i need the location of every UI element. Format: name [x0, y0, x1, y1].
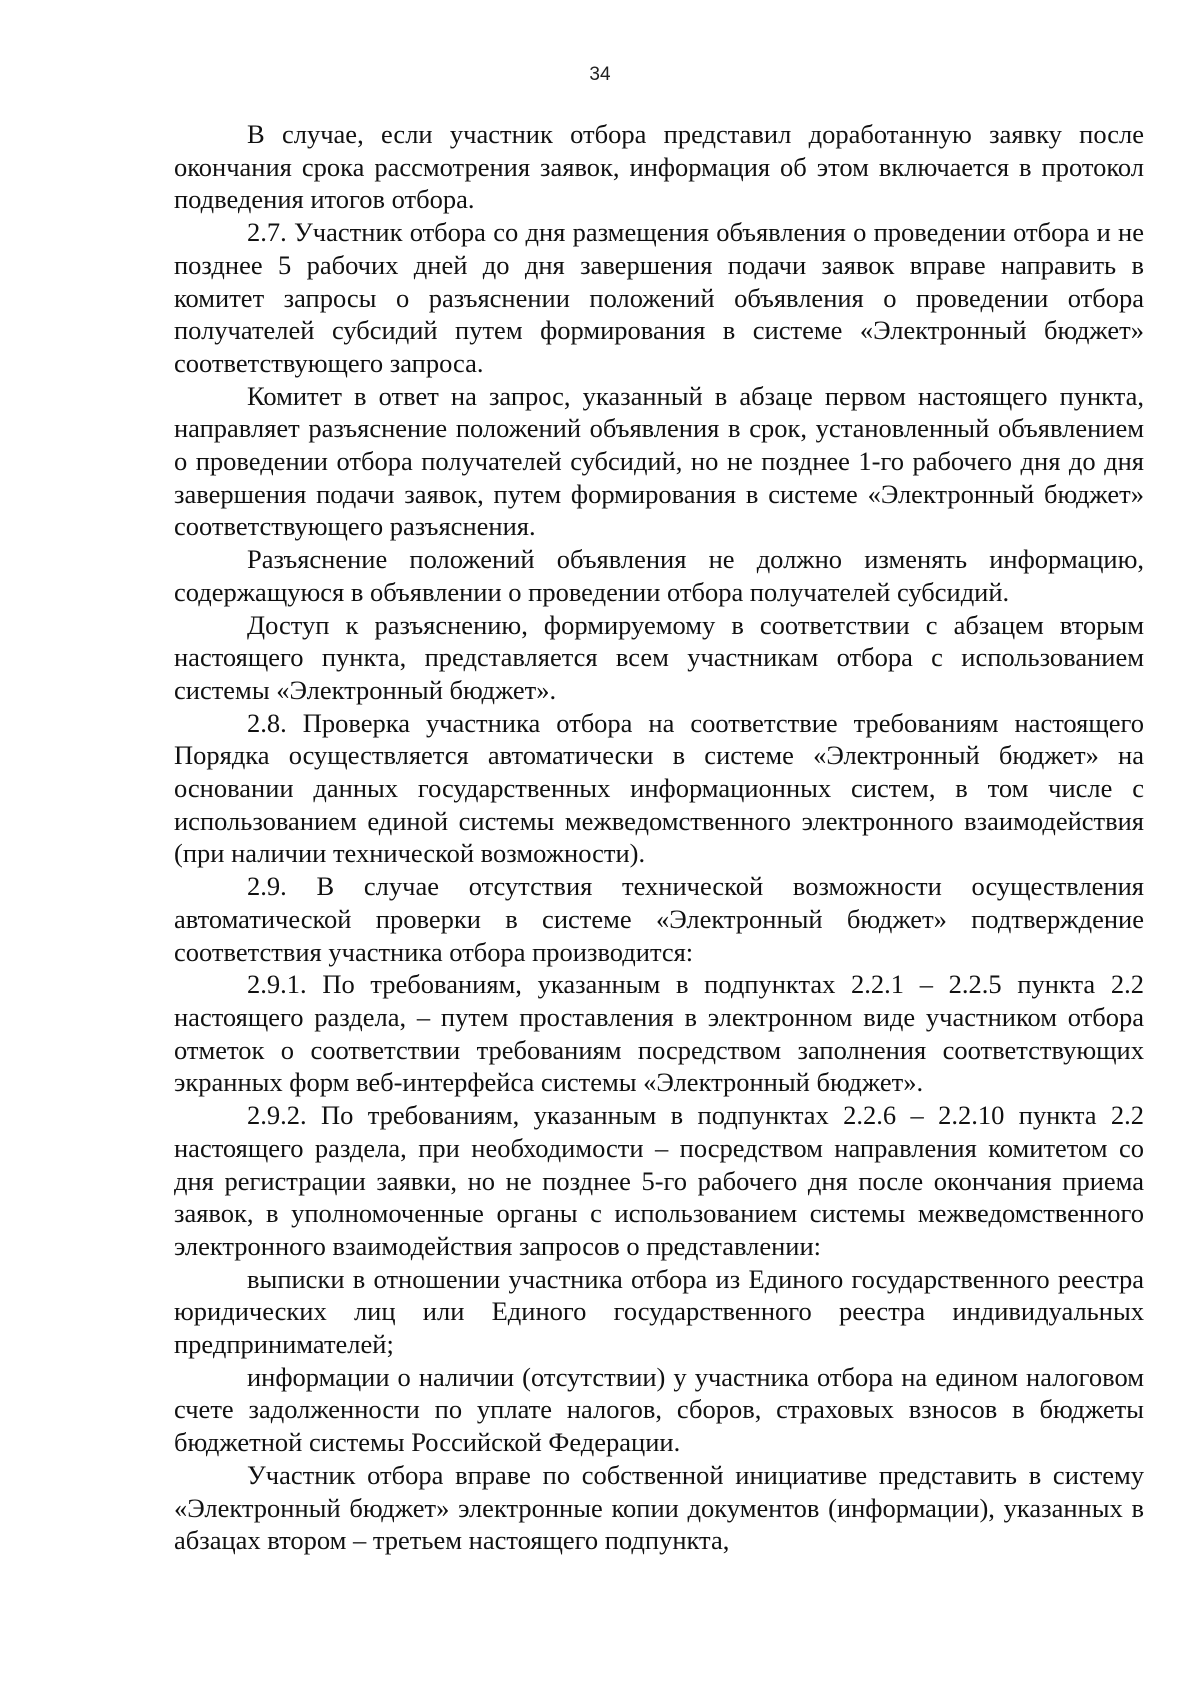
paragraph-2-9-2: 2.9.2. По требованиям, указанным в подпунктах 2.2.6 – 2.2.10 пункта 2.2 настоящего раздела, при необходимости – посредством направления комитетом со дня регистрации заявки, но не позднее 5-го рабочего дня после окончания приема заявок, в уполномоченные органы с использованием системы межведомственного электронного взаимодействия запросов о представлении: [174, 1100, 1144, 1261]
paragraph-register-extract: выписки в отношении участника отбора из Единого государственного реестра юридических лиц или Единого государственного реестра индивидуальных предпринимателей; [174, 1263, 1144, 1360]
paragraph-2-8: 2.8. Проверка участника отбора на соответствие требованиям настоящего Порядка осуществляется автоматически в системе «Электронный бюджет» на основании данных государственных информационных систем, в том числе с использованием единой системы межведомственного электронного взаимодействия (при наличии технической возможности). [174, 707, 1144, 869]
paragraph-clarification-access: Доступ к разъяснению, формируемому в соответствии с абзацем вторым настоящего пункта, представляется всем участникам отбора с использованием системы «Электронный бюджет». [174, 609, 1144, 705]
paragraph-clarification-limits: Разъяснение положений объявления не должно изменять информацию, содержащуюся в объявлении о проведении отбора получателей субсидий. [174, 544, 1144, 607]
document-body [174, 118, 1144, 1557]
paragraph-2-9: 2.9. В случае отсутствия технической возможности осуществления автоматической проверки в системе «Электронный бюджет» подтверждение соответствия участника отбора производится: [174, 871, 1144, 967]
paragraph-revised-application: В случае, если участник отбора представил доработанную заявку после окончания срока рассмотрения заявок, информация об этом включается в протокол подведения итогов отбора. [174, 119, 1144, 215]
paragraph-own-initiative: Участник отбора вправе по собственной инициативе представить в систему «Электронный бюджет» электронные копии документов (информации), указанных в абзацах втором – третьем настоящего подпункта, [174, 1459, 1144, 1556]
paragraph-committee-response: Комитет в ответ на запрос, указанный в абзаце первом настоящего пункта, направляет разъяснение положений объявления в срок, установленный объявлением о проведении отбора получателей субсидий, но не позднее 1-го рабочего дня до дня завершения подачи заявок, путем формирования в системе «Электронный бюджет» соответствующего разъяснения. [174, 380, 1144, 542]
paragraph-tax-debt-info: информации о наличии (отсутствии) у участника отбора на едином налоговом счете задолженности по уплате налогов, сборов, страховых взносов в бюджеты бюджетной системы Российской Федерации. [174, 1361, 1144, 1458]
paragraph-2-9-1: 2.9.1. По требованиям, указанным в подпунктах 2.2.1 – 2.2.5 пункта 2.2 настоящего раздела, – путем проставления в электронном виде участником отбора отметок о соответствии требованиям посредством заполнения соответствующих экранных форм веб-интерфейса системы «Электронный бюджет». [174, 969, 1144, 1098]
paragraph-2-7: 2.7. Участник отбора со дня размещения объявления о проведении отбора и не позднее 5 рабочих дней до дня завершения подачи заявок вправе направить в комитет запросы о разъяснении положений объявления о проведении отбора получателей субсидий путем формирования в системе «Электронный бюджет» соответствующего запроса. [174, 217, 1144, 378]
page-number: 34 [589, 64, 611, 85]
